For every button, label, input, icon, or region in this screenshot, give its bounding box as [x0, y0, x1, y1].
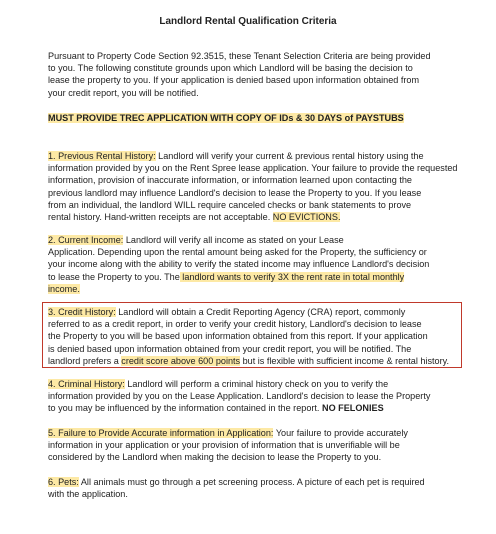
section-line	[48, 271, 466, 283]
section-text: Landlord will verify your current & previous rental history using the	[155, 151, 424, 161]
section-line: your income along with the ability to verify the stated income may influence Landlord's decision	[48, 259, 430, 270]
section-line	[48, 378, 466, 390]
section-line	[48, 283, 466, 295]
section-line	[48, 234, 466, 246]
no-evictions-highlight: NO EVICTIONS.	[272, 212, 341, 223]
section-credit-history	[48, 306, 466, 367]
section-criminal-history	[48, 378, 466, 415]
intro-paragraph	[48, 50, 466, 99]
section-heading: 3. Credit History:	[48, 307, 116, 317]
intro-line: your credit report, you will be notified.	[48, 87, 199, 98]
section-text: Landlord will perform a criminal history check on you to verify the	[124, 379, 389, 389]
income-requirement-highlight: income.	[48, 283, 80, 294]
section-text: to lease the Property to you. The	[48, 271, 180, 282]
section-line: Application. Depending upon the rental amount being asked for the Property, the sufficiency or	[48, 247, 427, 258]
section-rental-history	[48, 150, 466, 223]
intro-line: to you. The following constitute grounds upon which Landlord will be basing the decision to	[48, 63, 413, 74]
section-text: rental history. Hand-written receipts are not acceptable.	[48, 212, 273, 223]
intro-line: Pursuant to Property Code Section 92.3515, these Tenant Selection Criteria are being provided	[48, 51, 431, 61]
section-heading: 6. Pets:	[48, 477, 79, 487]
income-requirement-highlight: landlord wants to verify 3X the rent rate in total monthly	[179, 271, 405, 282]
section-line: the Property to you will be based upon information obtained from this report. If your application	[48, 331, 428, 342]
requirement-banner	[48, 112, 466, 124]
section-text: Landlord will verify all income as stated on your Lease	[123, 235, 344, 245]
section-line	[48, 306, 466, 318]
section-line: considered by the Landlord when making the decision to lease the Property to you.	[48, 452, 382, 463]
section-line: with the application.	[48, 489, 128, 500]
no-felonies-label: NO FELONIES	[322, 403, 384, 414]
intro-line: lease the property to you. If your application is denied based upon information obtained from	[48, 75, 420, 86]
section-text: but is flexible with sufficient income & rental history.	[240, 355, 450, 366]
section-line	[48, 402, 466, 414]
section-pets	[48, 476, 466, 500]
section-text: to you may be influenced by the information contained in the report.	[48, 403, 322, 414]
section-line	[48, 427, 466, 439]
section-heading: 2. Current Income:	[48, 235, 124, 245]
section-line: referred to as a credit report, in order to verify your credit history, Landlord's decision to lease	[48, 319, 422, 330]
section-line: information provided by you on the Rent Spree lease application. Your failure to provide the requested	[48, 163, 458, 174]
section-accurate-information	[48, 427, 466, 464]
section-line: from an individual, the landlord WILL require canceled checks or bank statements to prove	[48, 199, 412, 210]
section-heading: 5. Failure to Provide Accurate information in Application:	[48, 428, 274, 438]
section-heading: 4. Criminal History:	[48, 379, 125, 389]
section-current-income	[48, 234, 466, 295]
section-line	[48, 150, 466, 162]
section-line: information, provision of inaccurate information, or information learned upon contacting the	[48, 175, 412, 186]
section-line: previous landlord may influence Landlord's decision to lease the Property to you. If you lease	[48, 187, 422, 198]
section-text: Your failure to provide accurately	[273, 428, 408, 438]
requirement-banner-text: MUST PROVIDE TREC APPLICATION WITH COPY OF IDs & 30 DAYS of PAYSTUBS	[48, 113, 404, 123]
section-text: Landlord will obtain a Credit Reporting Agency (CRA) report, commonly	[115, 307, 406, 317]
section-line: information provided by you on the Lease Application. Landlord's decision to lease the Property	[48, 391, 431, 402]
section-line: is denied based upon information obtained from your credit report, you will be notified. The	[48, 343, 412, 354]
section-line	[48, 355, 466, 367]
section-line	[48, 476, 466, 488]
document-title: Landlord Rental Qualification Criteria	[159, 16, 337, 27]
section-line	[48, 211, 466, 223]
credit-score-highlight: credit score above 600 points	[121, 355, 241, 366]
section-heading: 1. Previous Rental History:	[48, 151, 156, 161]
section-text: All animals must go through a pet screening process. A picture of each pet is required	[78, 477, 425, 487]
section-line: information in your application or your provision of information that is unverifiable will be	[48, 440, 400, 451]
section-text: landlord prefers a	[48, 355, 122, 366]
